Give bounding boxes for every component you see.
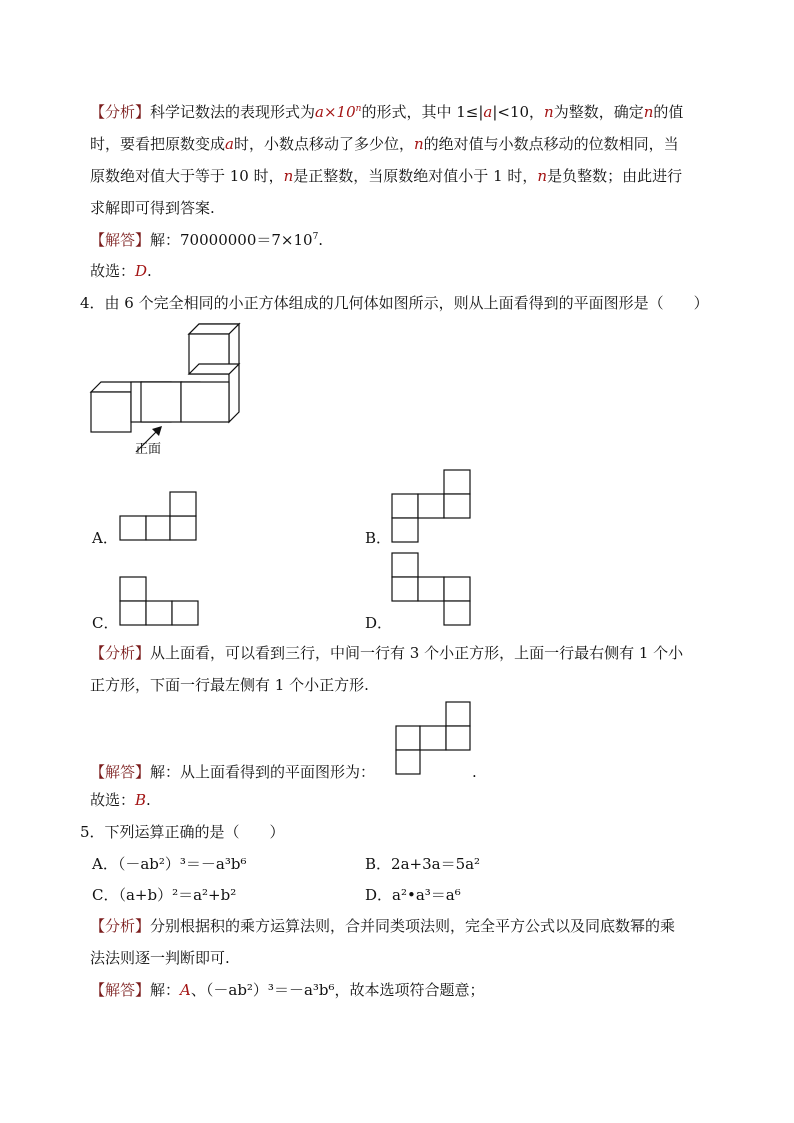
option-d-figure	[392, 551, 472, 627]
q4-answer-line: 【解答】解：从上面看得到的平面图形为：	[90, 763, 376, 781]
q4-answer-end: .	[472, 763, 477, 781]
math-expression: a×10	[315, 103, 356, 121]
front-label: 正面	[135, 442, 162, 457]
option-b-figure	[392, 468, 472, 544]
q4-analysis-line-1: 【分析】从上面看，可以看到三行，中间一行有 3 个小正方形，上面一行最右侧有 1 个小	[90, 644, 684, 662]
q3-choice-line: 故选：D.	[90, 262, 152, 280]
q4-stem: 4．由 6 个完全相同的小正方体组成的几何体如图所示，则从上面看得到的平面图形是（ ）	[80, 294, 709, 312]
q5-option-b: B．2a+3a＝5a²	[365, 855, 481, 873]
answer-tag: 【解答】	[90, 763, 151, 781]
q4-choice-line: 故选：B.	[90, 791, 151, 809]
analysis-tag: 【分析】	[90, 917, 151, 935]
q5-option-a: A．（－ab²）³＝－a³b⁶	[92, 855, 247, 873]
q3-answer-line: 【解答】解：$70000000=7\times 10^7$.	[90, 231, 324, 249]
q5-analysis-line-2: 法法则逐一判断即可.	[90, 949, 230, 967]
q3-analysis-line-4: 求解即可得到答案.	[90, 199, 215, 217]
choice-letter: D	[135, 262, 148, 280]
option-c-label: C．	[92, 614, 119, 632]
q4-analysis-line-2: 正方形，下面一行最左侧有 1 个小正方形.	[90, 676, 369, 694]
q3-analysis-line-2: 时，要看把原数变成a时，小数点移动了多少位，n的绝对值与小数点移动的位数相同，当	[90, 135, 679, 153]
analysis-tag: 【分析】	[90, 103, 151, 121]
option-d-label: D．	[365, 614, 393, 632]
option-b-label: B．	[365, 529, 392, 547]
q5-answer-line: 【解答】解：A、（－ab²）³＝－a³b⁶，故本选项符合题意；	[90, 981, 485, 999]
analysis-tag: 【分析】	[90, 644, 151, 662]
option-a-figure	[120, 490, 200, 542]
q5-analysis-line-1: 【分析】分别根据积的乘方运算法则，合并同类项法则，完全平方公式以及同底数幂的乘	[90, 917, 676, 935]
answer-figure	[394, 700, 474, 776]
q5-stem: 5．下列运算正确的是（ ）	[80, 823, 285, 841]
cube-solid-figure	[88, 328, 248, 438]
q5-option-c: C．（a+b）²＝a²+b²	[92, 886, 237, 904]
q5-option-d: D．a²•a³＝a⁶	[365, 886, 461, 904]
q3-analysis-line-3: 原数绝对值大于等于 10 时，n是正整数，当原数绝对值小于 1 时，n是负整数；由此进行	[90, 167, 683, 185]
option-a-label: A．	[92, 529, 118, 547]
q3-analysis-line-1: 【分析】科学记数法的表现形式为$a\times 10^n$的形式，其中 1≤|a|<10，n为整数，确定n的值	[90, 103, 684, 121]
answer-tag: 【解答】	[90, 981, 151, 999]
choice-letter: B	[135, 791, 147, 809]
answer-tag: 【解答】	[90, 231, 151, 249]
option-c-figure	[120, 575, 200, 627]
